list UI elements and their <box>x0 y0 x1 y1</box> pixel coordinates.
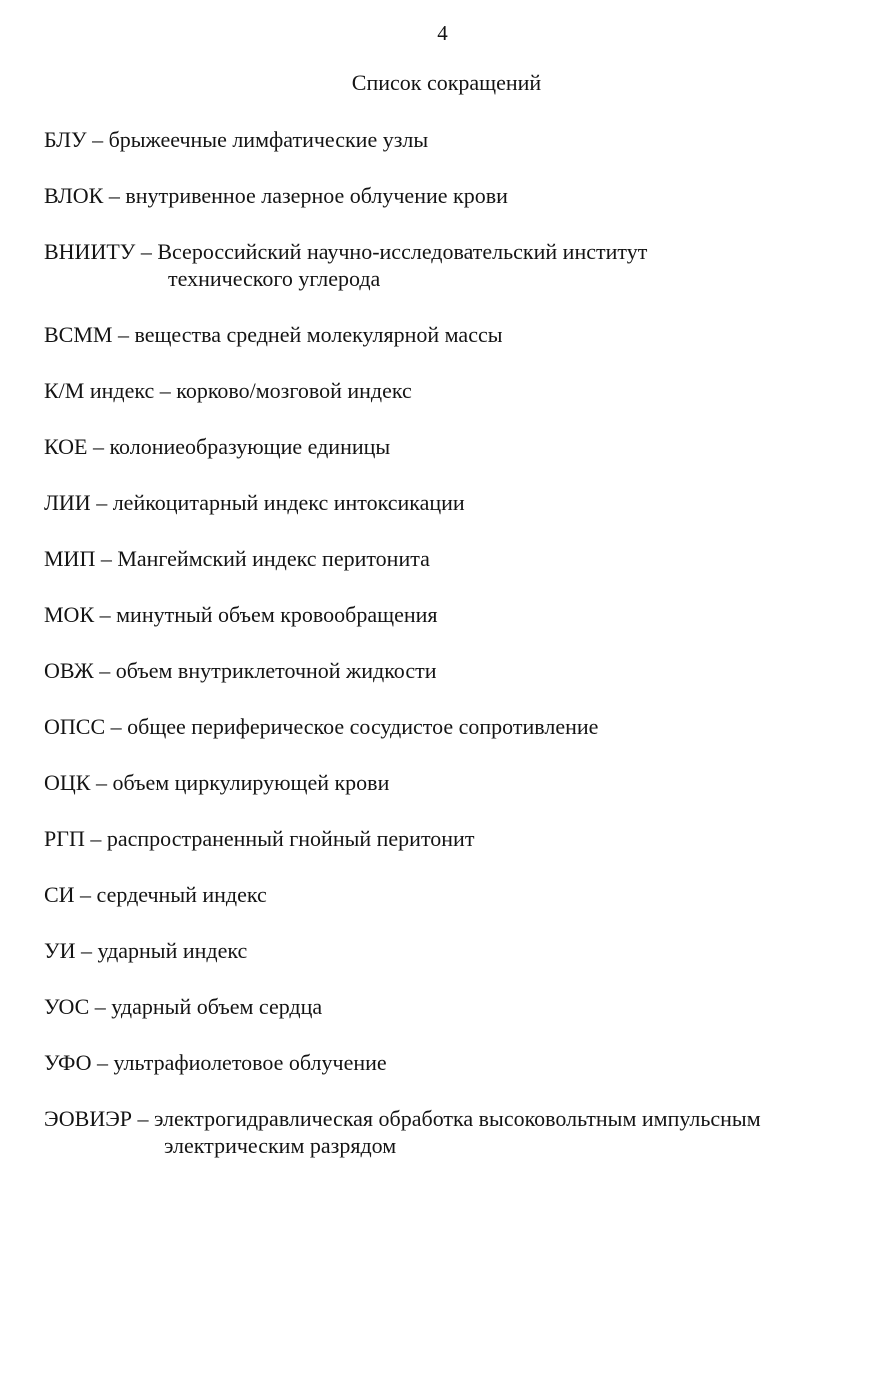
abbreviation-text: ОПСС – общее периферическое сосудистое сопротивление <box>44 714 599 739</box>
abbreviation-text: МОК – минутный объем кровообращения <box>44 602 438 627</box>
abbreviation-continuation: технического углерода <box>168 266 381 291</box>
abbreviation-item-mip <box>44 545 864 572</box>
abbreviation-text: РГП – распространенный гнойный перитонит <box>44 826 475 851</box>
abbreviation-item-ufo <box>44 1049 864 1076</box>
abbreviation-text: КОЕ – колониеобразующие единицы <box>44 434 391 459</box>
abbreviation-continuation: электрическим разрядом <box>164 1133 397 1158</box>
abbreviation-text: ВЛОК – внутривенное лазерное облучение крови <box>44 183 508 208</box>
abbreviation-item-koe <box>44 433 864 460</box>
abbreviation-text: К/М индекс – корково/мозговой индекс <box>44 378 412 403</box>
abbreviation-item-uos <box>44 993 864 1020</box>
abbreviation-text: ВНИИТУ – Всероссийский научно-исследовательский институт <box>44 239 648 264</box>
abbreviation-text: МИП – Мангеймский индекс перитонита <box>44 546 430 571</box>
abbreviation-item-vniitu <box>44 238 864 292</box>
abbreviation-item-eovier <box>44 1105 864 1159</box>
abbreviation-text: БЛУ – брыжеечные лимфатические узлы <box>44 127 429 152</box>
abbreviation-text: УОС – ударный объем сердца <box>44 994 323 1019</box>
abbreviation-text: ОВЖ – объем внутриклеточной жидкости <box>44 658 437 683</box>
abbreviation-item-rgp <box>44 825 864 852</box>
abbreviation-item-lii <box>44 489 864 516</box>
abbreviation-item-otsk <box>44 769 864 796</box>
abbreviation-item-mok <box>44 601 864 628</box>
page-title: Список сокращений <box>351 70 542 95</box>
abbreviation-item-ui <box>44 937 864 964</box>
abbreviation-text: ЛИИ – лейкоцитарный индекс интоксикации <box>44 490 465 515</box>
abbreviation-text: ВСММ – вещества средней молекулярной массы <box>44 322 503 347</box>
abbreviation-text: УФО – ультрафиолетовое облучение <box>44 1050 387 1075</box>
abbreviation-item-ovzh <box>44 657 864 684</box>
page-number: 4 <box>437 21 448 45</box>
abbreviation-text: УИ – ударный индекс <box>44 938 248 963</box>
abbreviation-item-blu <box>44 126 864 153</box>
abbreviation-text: СИ – сердечный индекс <box>44 882 267 907</box>
abbreviation-item-vsmm <box>44 321 864 348</box>
abbreviation-item-opss <box>44 713 864 740</box>
abbreviation-text: ОЦК – объем циркулирующей крови <box>44 770 390 795</box>
abbreviation-item-km-index <box>44 377 864 404</box>
abbreviation-list <box>44 126 864 1188</box>
abbreviation-item-si <box>44 881 864 908</box>
abbreviation-item-vlok <box>44 182 864 209</box>
abbreviation-text: ЭОВИЭР – электрогидравлическая обработка высоковольтным импульсным <box>44 1106 761 1131</box>
